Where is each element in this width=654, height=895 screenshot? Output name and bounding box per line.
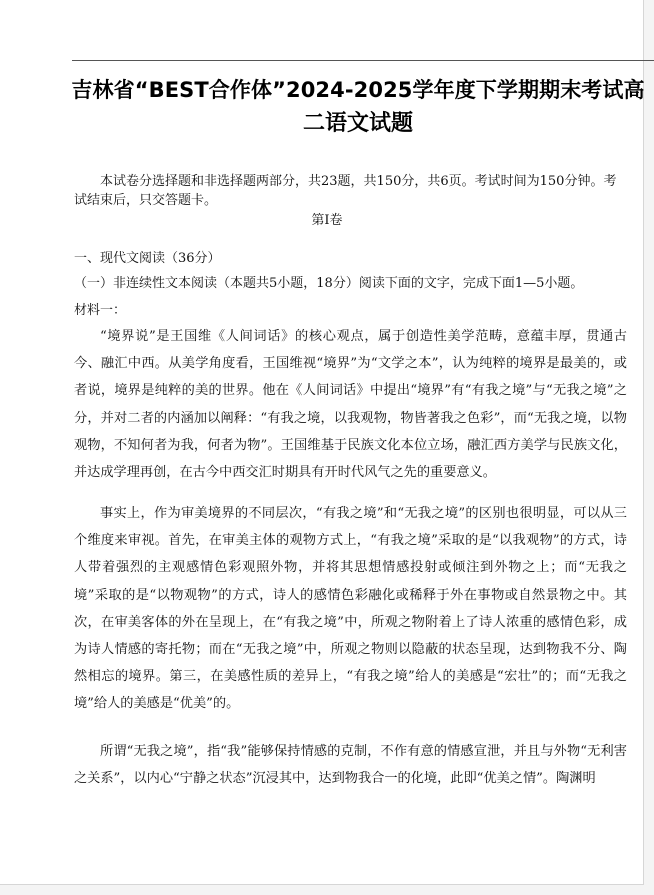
exam-title-line-2: 二语文试题	[302, 111, 413, 136]
body-paragraph-2: 事实上，作为审美境界的不同层次，“有我之境”和“无我之境”的区别也很明显，可以从三个维度来审视。首先，在审美主体的观物方式上，“有我之境”采取的是“以我观物”的方式，诗人带着强烈的主观感情色彩观照外物，并将其思想情感投射或倾注到外物之上；而“无我之境”采取的是“以物观物”的方式，诗人的感情色彩融化或稀释于外在事物或自然景物之中。其次，在审美客体的外在呈现上，在“有我之境”中，所观之物附着上了诗人浓重的感情色彩，成为诗人情感的寄托物；而在“无我之境”中，所观之物则以隐蔽的状态呈现，达到物我不分、陶然相忘的境界。第三，在美感性质的差异上，“有我之境”给人的美感是“宏壮”的；而“无我之境”给人的美感是“优美”的。	[74, 506, 627, 712]
exam-instructions: 本试卷分选择题和非选择题两部分，共23题，共150分，共6页。考试时间为150分钟。考试结束后，只交答题卡。	[74, 174, 617, 208]
exam-title-line-1: 吉林省“BEST合作体”2024-2025学年度下学期期末考试高	[71, 78, 645, 102]
body-paragraph-3: 所谓“无我之境”，指“我”能够保持情感的克制，不作有意的情感宣泄，并且与外物“无利害之关系”，以内心“宁静之状态”沉浸其中，达到物我合一的化境，此即“优美之情”。陶渊明	[74, 744, 627, 787]
section-label: 第Ⅰ卷	[311, 213, 343, 228]
subpart-heading: （一）非连续性文本阅读（本题共5小题，18分）阅读下面的文字，完成下面1—5小题。	[74, 276, 584, 291]
material-label: 材料一：	[74, 303, 127, 318]
header-rule	[72, 60, 654, 61]
body-paragraph-1: “境界说”是王国维《人间词话》的核心观点，属于创造性美学范畴，意蕴丰厚，贯通古今、融汇中西。从美学角度看，王国维视“境界”为“文学之本”，认为纯粹的境界是最美的，或者说，境界是纯粹的美的世界。他在《人间词话》中提出“境界”有“有我之境”与“无我之境”之分，并对二者的内涵加以阐释：“有我之境，以我观物，物皆著我之色彩”，而“无我之境，以物观物，不知何者为我，何者为物”。王国维基于民族文化本位立场，融汇西方美学与民族文化，并达成学理再创，在古今中西交汇时期具有开时代风气之先的重要意义。	[74, 329, 627, 481]
part-heading: 一、现代文阅读（36分）	[74, 251, 221, 266]
